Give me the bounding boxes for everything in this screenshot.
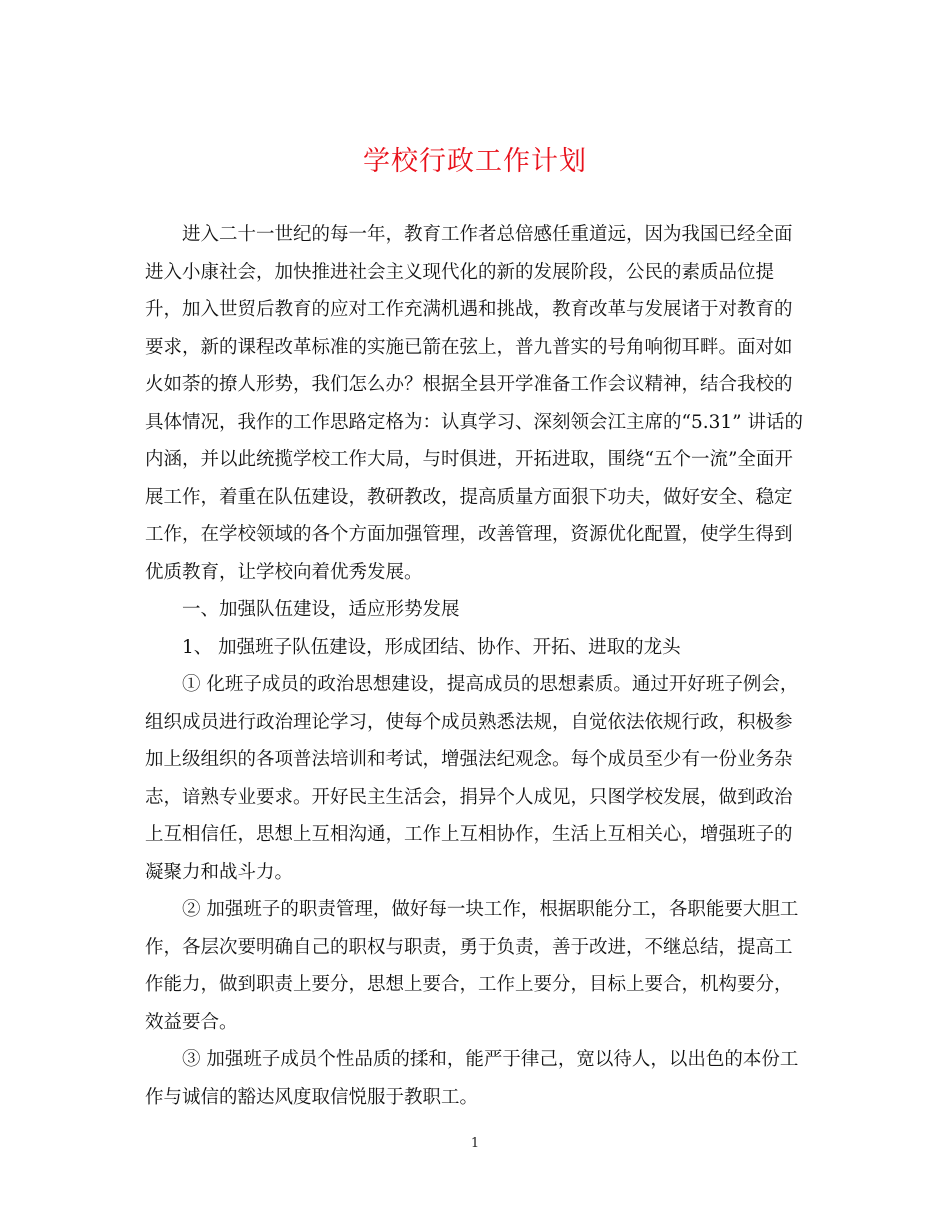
paragraph-line: 火如荼的撩人形势，我们怎么办？根据全县开学准备工作会议精神，结合我校的 [145,374,793,395]
paragraph-line: ② 加强班子的职责管理，做好每一块工作，根据职能分工，各职能要大胆工 [182,899,799,920]
paragraph-line: 上互相信任，思想上互相沟通，工作上互相协作，生活上互相关心，增强班子的 [145,824,793,845]
document-body [145,216,809,1116]
paragraph-line: ③ 加强班子成员个性品质的揉和，能严于律己，宽以待人，以出色的本份工 [182,1049,799,1070]
section-heading: 一、加强队伍建设，适应形势发展 [182,599,460,620]
paragraph-line: 效益要合。 [145,1011,238,1033]
paragraph-line: 内涵，并以此统揽学校工作大局，与时俱进，开拓进取，围绕“五个一流”全面开 [145,449,793,470]
paragraph-line: ① 化班子成员的政治思想建设，提高成员的思想素质。通过开好班子例会， [182,674,799,695]
paragraph-line: 作与诚信的豁达风度取信悦服于教职工。 [145,1086,479,1108]
paragraph-line: 展工作，着重在队伍建设，教研教改，提高质量方面狠下功夫，做好安全、稳定 [145,486,793,508]
paragraph-line: 凝聚力和战斗力。 [145,861,294,883]
paragraph-line: 工作，在学校领域的各个方面加强管理，改善管理，资源优化配置，使学生得到 [145,524,793,545]
paragraph-line: 具体情况，我作的工作思路定格为：认真学习、深刻领会江主席的“5.31” 讲话的 [145,411,803,433]
paragraph-line: 作能力，做到职责上要分，思想上要合，工作上要分，目标上要合，机构要分， [145,974,793,995]
paragraph-line: 进入二十一世纪的每一年，教育工作者总倍感任重道远，因为我国已经全面 [182,224,793,245]
page-number: 1 [470,1136,480,1151]
paragraph-line: 志，谙熟专业要求。开好民主生活会，捐异个人成见，只图学校发展，做到政治 [145,786,793,808]
paragraph-line: 组织成员进行政治理论学习，使每个成员熟悉法规，自觉依法依规行政，积极参 [145,711,793,733]
paragraph-line: 作，各层次要明确自己的职权与职责，勇于负责，善于改进，不继总结，提高工 [145,936,793,958]
subsection-heading: 1、 加强班子队伍建设，形成团结、协作、开拓、进取的龙头 [182,636,681,658]
paragraph-line: 升，加入世贸后教育的应对工作充满机遇和挑战，教育改革与发展诸于对教育的 [145,299,793,320]
document-title: 学校行政工作计划 [363,146,587,177]
paragraph-line: 加上级组织的各项普法培训和考试，增强法纪观念。每个成员至少有一份业务杂 [145,749,793,770]
paragraph-line: 优质教育，让学校向着优秀发展。 [145,561,423,583]
paragraph-line: 要求，新的课程改革标准的实施已箭在弦上，普九普实的号角响彻耳畔。面对如 [145,336,793,358]
paragraph-line: 进入小康社会，加快推进社会主义现代化的新的发展阶段，公民的素质品位提 [145,261,775,283]
